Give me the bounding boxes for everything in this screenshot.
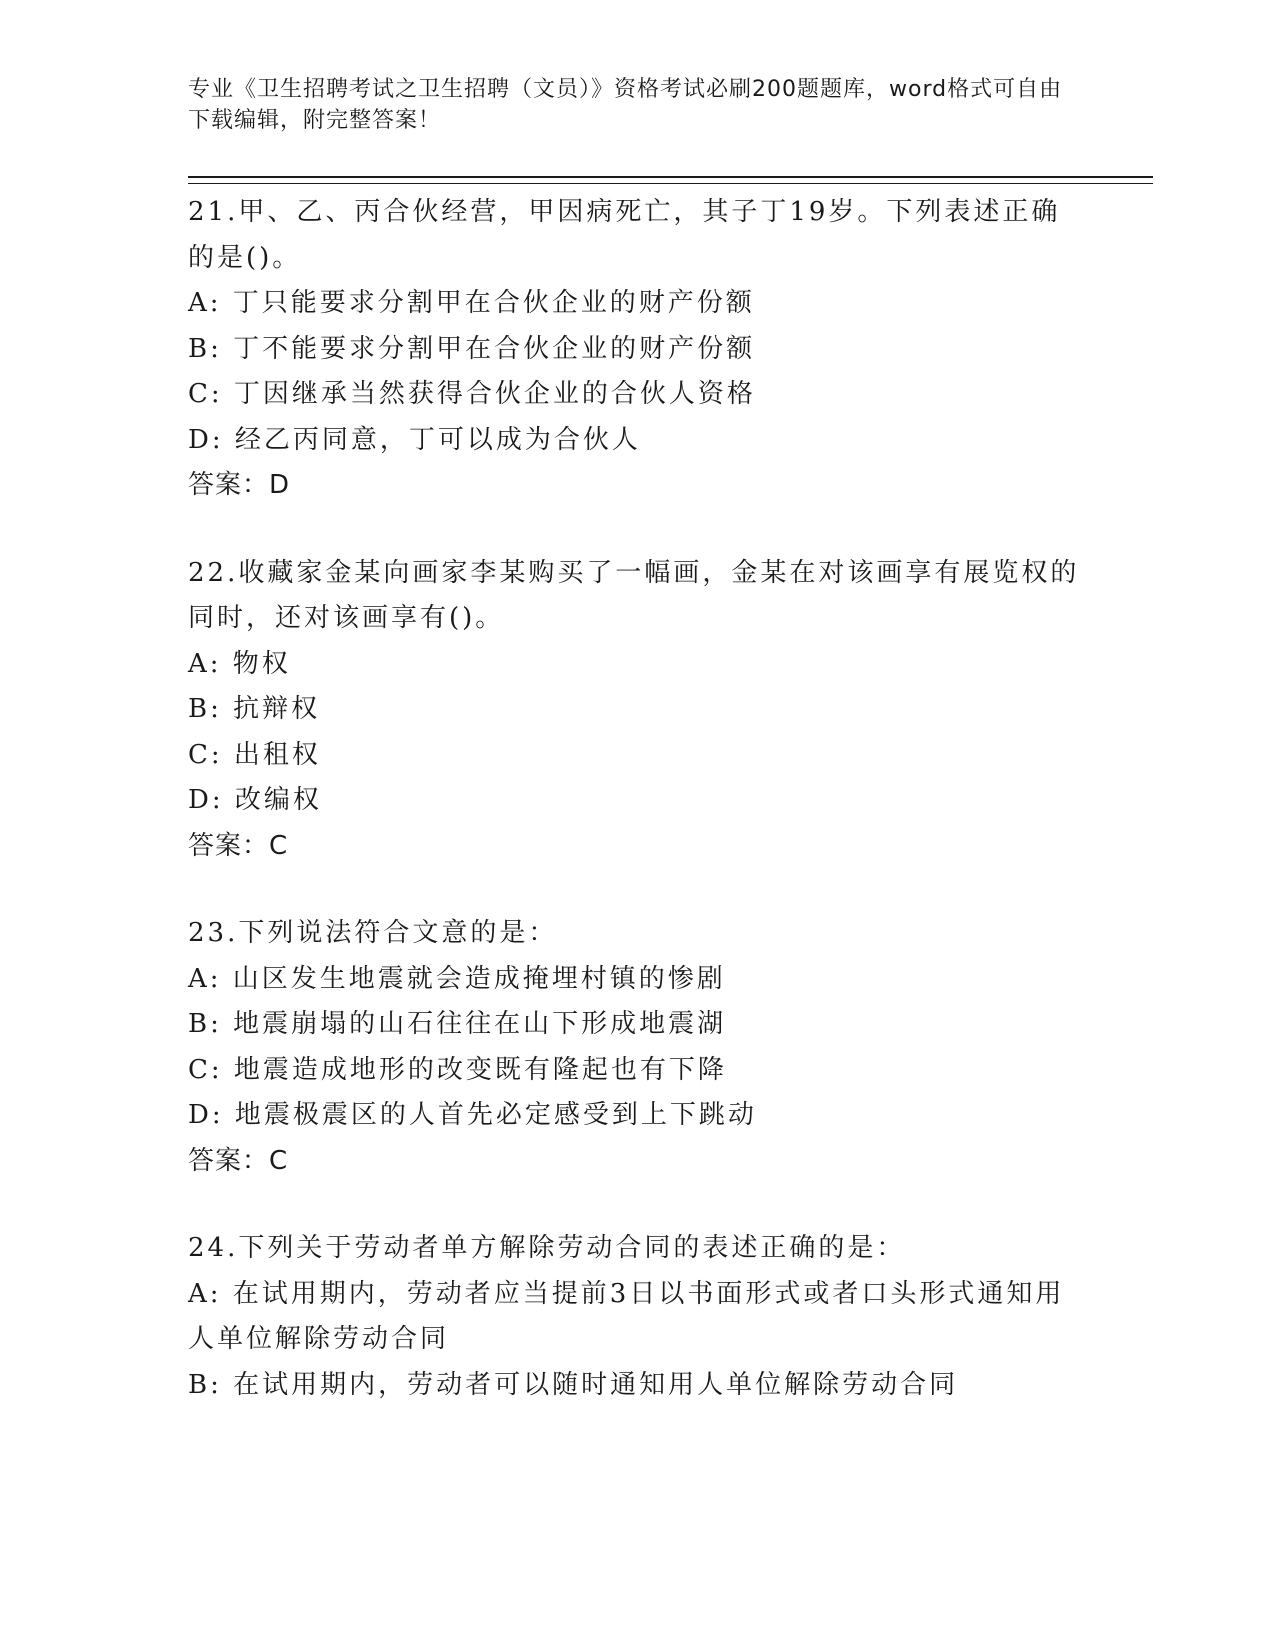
question-item	[188, 911, 1088, 1184]
question-text: 24.下列关于劳动者单方解除劳动合同的表述正确的是：	[188, 1233, 906, 1263]
option-a: A: 山区发生地震就会造成掩埋村镇的惨剧	[188, 963, 726, 994]
answer-line: 答案：C	[188, 1145, 289, 1176]
question-list	[188, 190, 1088, 1450]
answer-line: 答案：C	[188, 830, 289, 861]
option-d: D: 经乙丙同意，丁可以成为合伙人	[188, 424, 641, 455]
option-c: C: 丁因继承当然获得合伙企业的合伙人资格	[188, 379, 756, 409]
option-b: B: 地震崩塌的山石往往在山下形成地震湖	[188, 1009, 727, 1039]
header-divider	[188, 176, 1153, 184]
option-b: B: 丁不能要求分割甲在合伙企业的财产份额	[188, 333, 756, 364]
option-d: D: 地震极震区的人首先必定感受到上下跳动	[188, 1100, 757, 1130]
option-d: D: 改编权	[188, 785, 322, 815]
question-text: 23.下列说法符合文意的是：	[188, 918, 558, 948]
option-c: C: 出租权	[188, 739, 321, 770]
option-a: A: 物权	[188, 648, 291, 679]
option-a: A: 丁只能要求分割甲在合伙企业的财产份额	[188, 288, 755, 318]
question-item	[188, 190, 1088, 509]
option-a: A: 在试用期内，劳动者应当提前3日以书面形式或者口头形式通知用人单位解除劳动合同	[188, 1278, 1065, 1354]
option-c: C: 地震造成地形的改变既有隆起也有下降	[188, 1054, 727, 1085]
option-b: B: 抗辩权	[188, 694, 321, 724]
document-header: 专业《卫生招聘考试之卫生招聘（文员）》资格考试必刷200题题库，word格式可自由下载编辑，附完整答案！	[188, 77, 1063, 133]
option-b: B: 在试用期内，劳动者可以随时通知用人单位解除劳动合同	[188, 1369, 959, 1400]
question-text: 22.收藏家金某向画家李某购买了一幅画，金某在对该画享有展览权的同时，还对该画享有()。	[188, 557, 1080, 633]
question-text: 21.甲、乙、丙合伙经营，甲因病死亡，其子丁19岁。下列表述正确的是()。	[188, 197, 1061, 273]
question-item	[188, 551, 1088, 870]
question-item	[188, 1226, 1088, 1408]
answer-line: 答案：D	[188, 470, 291, 500]
